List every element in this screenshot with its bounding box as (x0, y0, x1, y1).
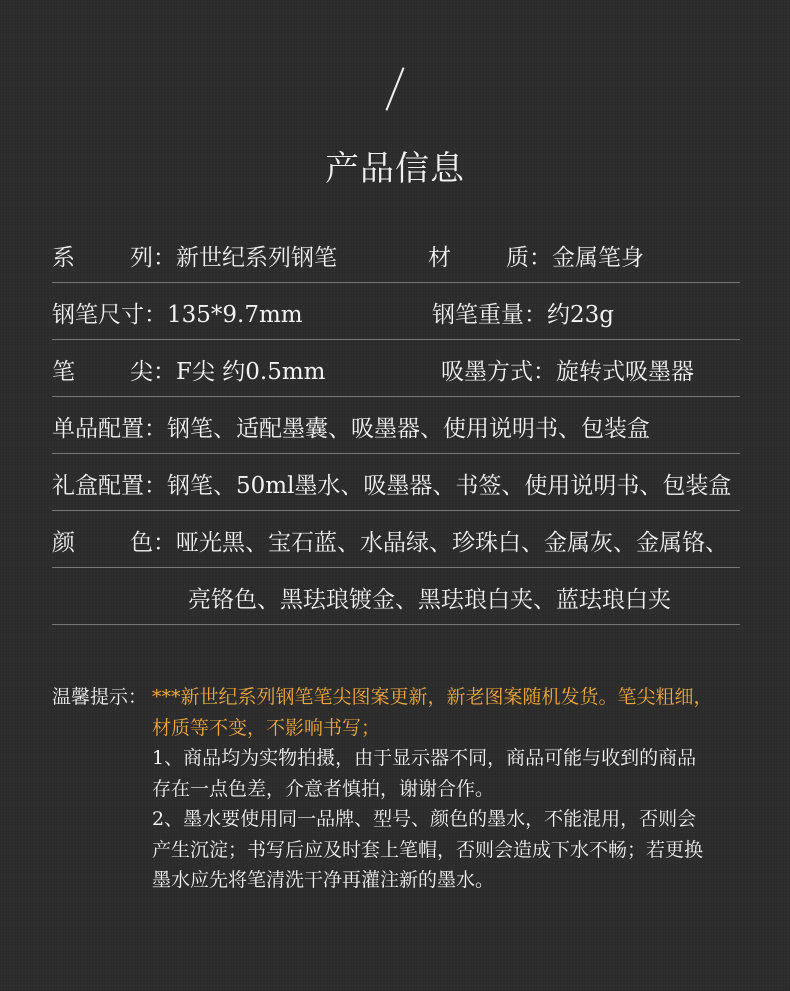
material-label: 材 (428, 245, 451, 271)
weight-label: 钢笔重量： (432, 302, 547, 328)
notes-highlight: ***新世纪系列钢笔笔尖图案更新，新老图案随机发货。笔尖粗细， (152, 686, 713, 708)
notes-line: 墨水应先将笔清洗干净再灌注新的墨水。 (152, 869, 495, 891)
fill-value: 旋转式吸墨器 (556, 359, 694, 385)
spec-row (52, 511, 740, 568)
weight-field (432, 296, 614, 329)
notes-line: 存在一点色差，介意者慎拍，谢谢合作。 (152, 777, 495, 800)
spec-row (52, 568, 740, 625)
page-title: 产品信息 (325, 149, 465, 189)
notes-line: 1、商品均为实物拍摄，由于显示器不同，商品可能与收到的商品 (152, 747, 697, 769)
color-field (52, 524, 728, 557)
nib-label: 笔 (52, 359, 75, 385)
gift-config-field (52, 467, 731, 500)
series-field (52, 239, 337, 272)
single-config-field (52, 410, 650, 443)
spec-table (52, 226, 740, 625)
gift-config-label: 礼盒配置： (52, 473, 167, 499)
single-config-value: 钢笔、适配墨囊、吸墨器、使用说明书、包装盒 (167, 416, 650, 442)
spec-row (52, 397, 740, 454)
gift-config-value: 钢笔、50ml墨水、吸墨器、书签、使用说明书、包装盒 (167, 473, 732, 499)
nib-value: F尖 约0.5mm (176, 359, 326, 385)
color-value-line2: 亮铬色、黑珐琅镀金、黑珐琅白夹、蓝珐琅白夹 (188, 587, 671, 613)
size-label: 钢笔尺寸： (52, 302, 167, 328)
notes-highlight: 材质等不变，不影响书写； (152, 716, 381, 739)
notes-line: 2、墨水要使用同一品牌、型号、颜色的墨水，不能混用，否则会 (152, 808, 697, 830)
color-field-cont (188, 581, 671, 614)
size-value: 135*9.7mm (167, 302, 303, 328)
single-config-label: 单品配置： (52, 416, 167, 442)
series-value: 新世纪系列钢笔 (176, 245, 337, 271)
notes-line: 产生沉淀；书写后应及时套上笔帽，否则会造成下水不畅；若更换 (152, 838, 704, 861)
spec-row (52, 340, 740, 397)
color-label: 颜 (52, 530, 75, 556)
material-field (428, 239, 644, 272)
nib-label-tail: 尖： (130, 359, 176, 385)
material-label-tail: 质： (506, 245, 552, 271)
spec-row (52, 226, 740, 283)
series-label: 系 (52, 245, 75, 271)
spec-row (52, 454, 740, 511)
size-field (52, 296, 303, 329)
decorative-slash (385, 67, 404, 110)
notes-prefix: 温馨提示： (52, 686, 148, 708)
weight-value: 约23g (547, 302, 614, 328)
notes-body (152, 682, 752, 896)
material-value: 金属笔身 (552, 245, 644, 271)
nib-field (52, 353, 325, 386)
color-label-tail: 色： (130, 530, 176, 556)
fill-field (441, 353, 694, 386)
fill-label: 吸墨方式： (441, 359, 556, 385)
color-value-line1: 哑光黑、宝石蓝、水晶绿、珍珠白、金属灰、金属铬、 (176, 530, 728, 556)
series-label-tail: 列： (130, 245, 176, 271)
spec-row (52, 283, 740, 340)
